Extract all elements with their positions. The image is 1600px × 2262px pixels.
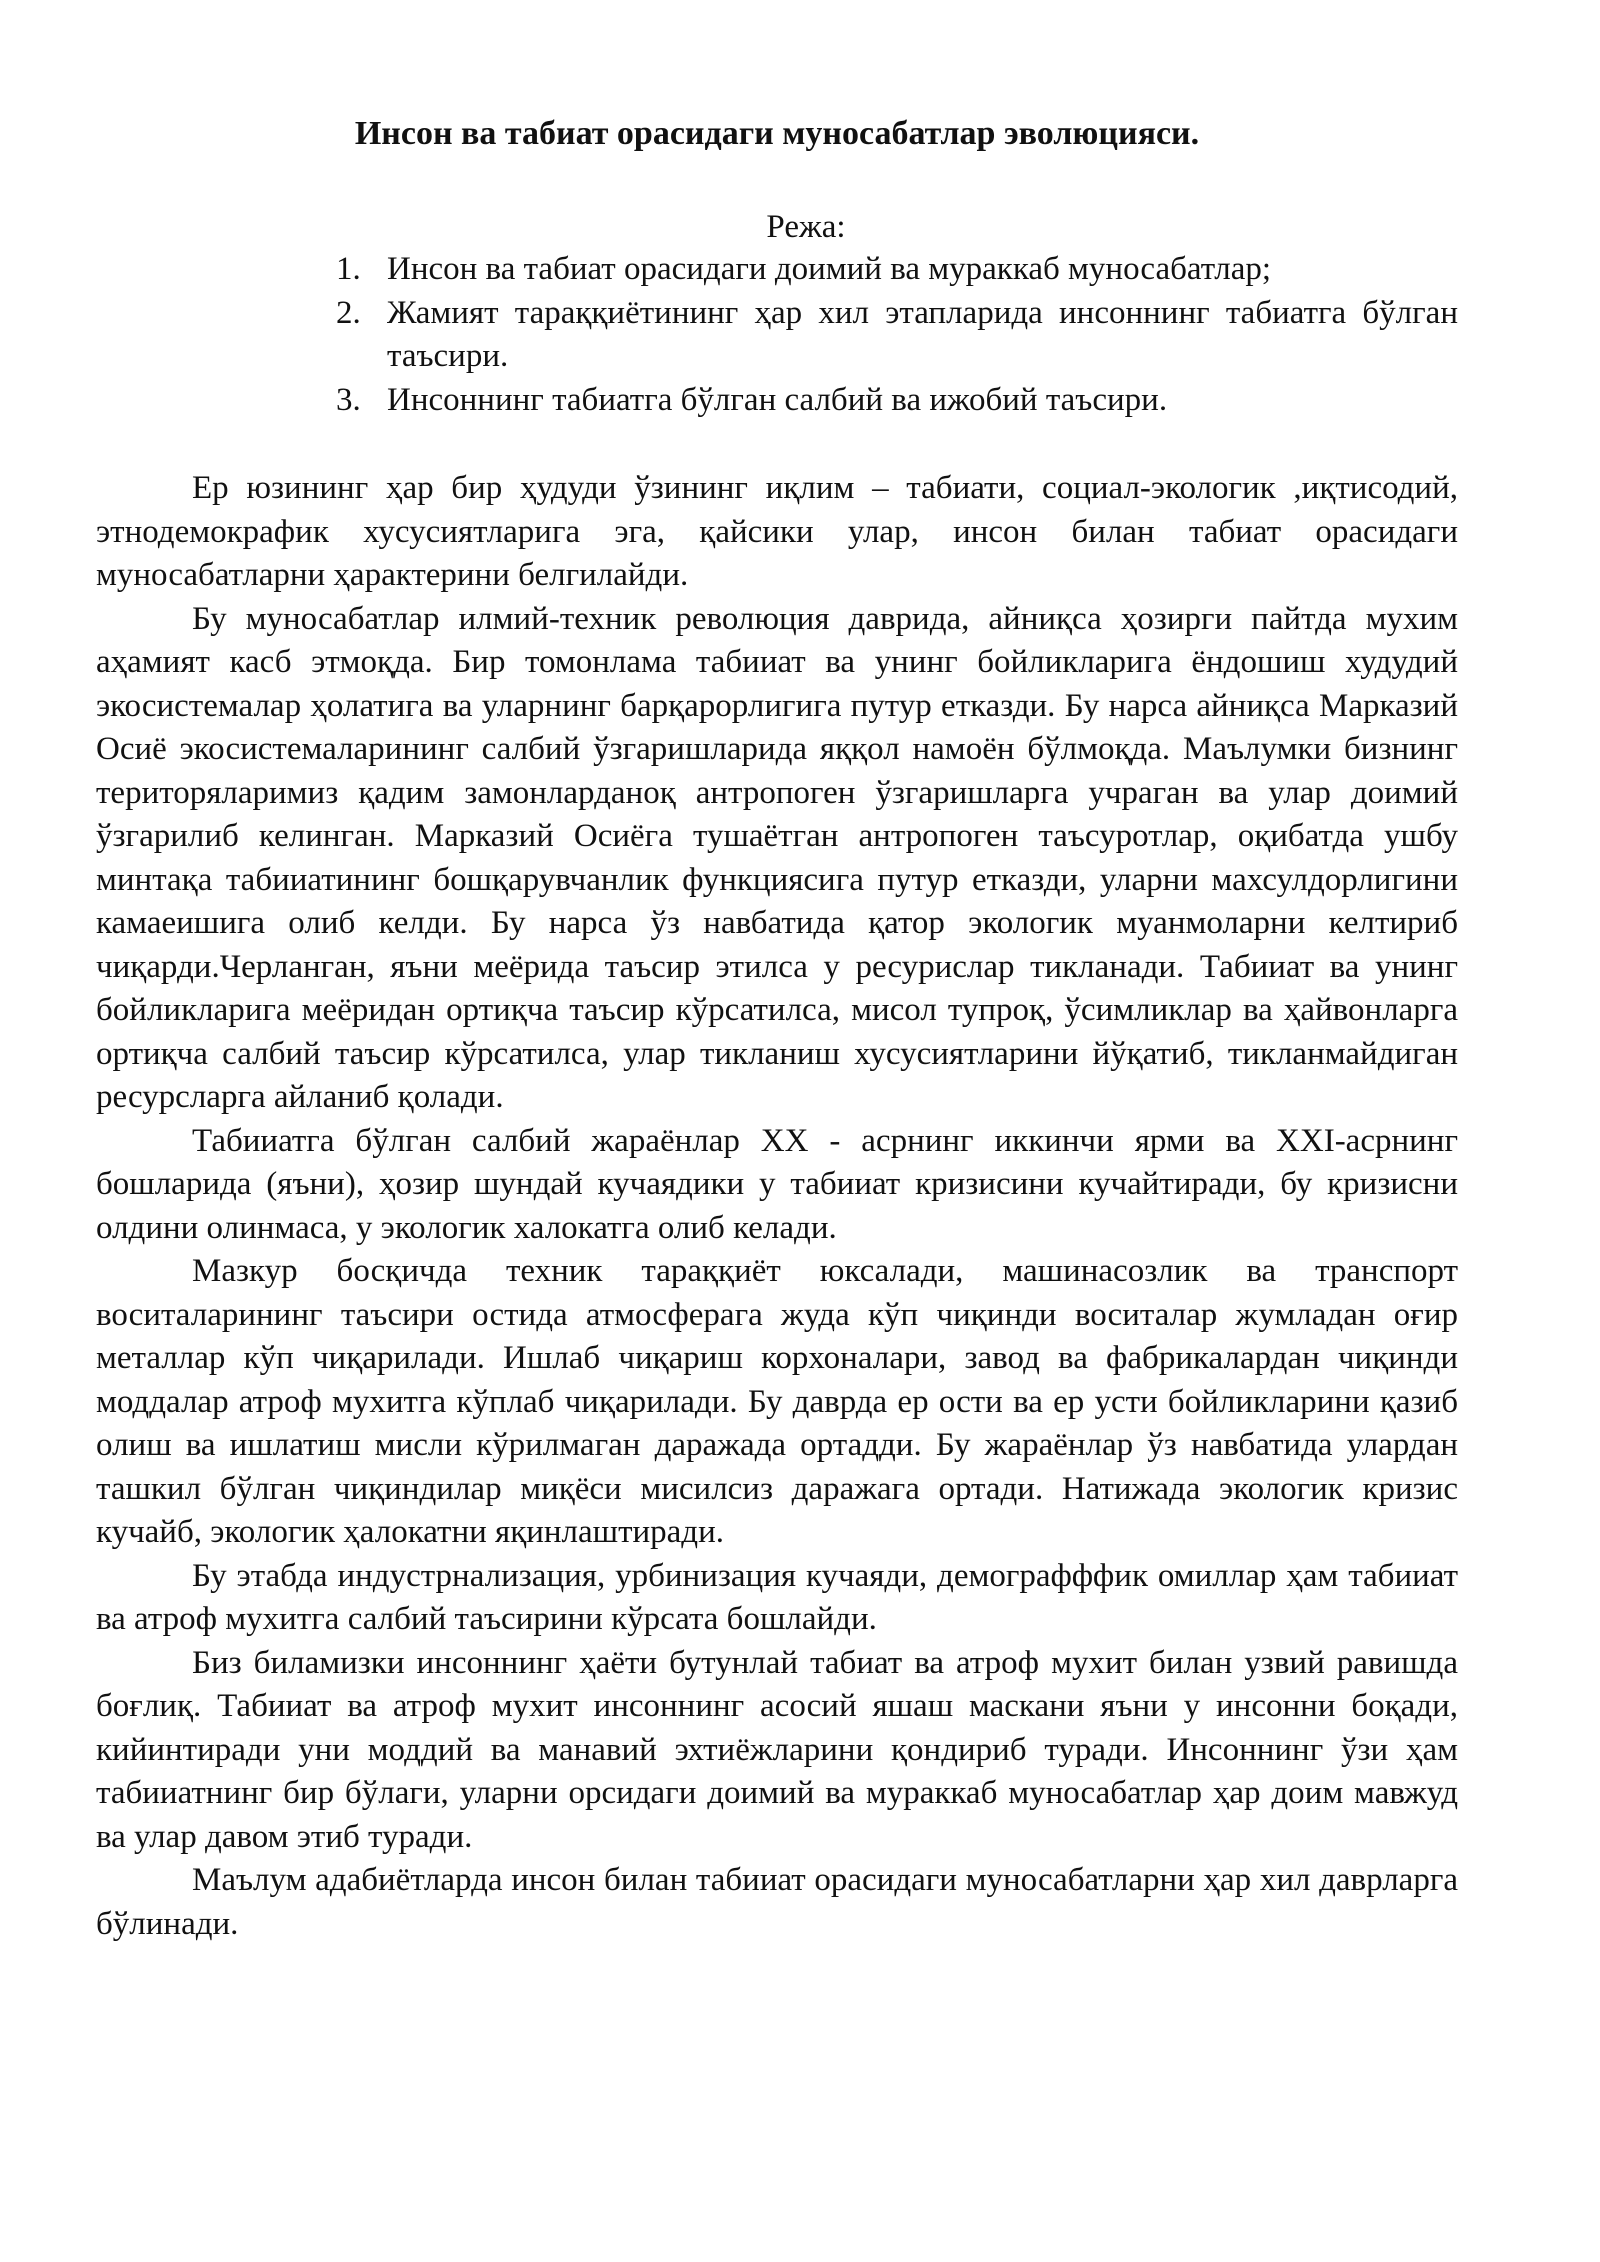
plan-item: [336, 292, 1458, 379]
body-paragraph: Бу этабда индустрнализация, урбинизация кучаяди, демографффик омиллар ҳам табииат ва атроф мухитга салбий таъсирини кўрсата бошлайди.: [96, 1557, 1458, 1637]
body-paragraph: Мазкур босқичда техник тараққиёт юксалади, машинасозлик ва транспорт воситаларининг таъсири остида атмосферага жуда кўп чиқинди воситалар жумладан оғир металлар кўп чиқарилади. Ишлаб чиқариш корхоналари, завод ва фабрикалардан чиқинди моддалар атроф мухитга кўплаб чиқарилади. Бу даврда ер ости ва ер усти бойликларини қазиб олиш ва ишлатиш мисли кўрилмаган даражада ортадди. Бу жараёнлар ўз навбатида улардан ташкил бўлган чиқиндилар миқёси мисилсиз даражага ортади. Натижада экологик кризис кучайб, экологик ҳалокатни яқинлаштиради.: [96, 1253, 1458, 1550]
body-paragraph: Маълум адабиётларда инсон билан табииат орасидаги муносабатларни ҳар хил даврларга бўлинади.: [96, 1862, 1458, 1942]
plan-item-number: 1.: [336, 251, 361, 287]
document-body: [96, 467, 1458, 1946]
body-paragraph: Биз биламизки инсоннинг ҳаёти бутунлай табиат ва атроф мухит билан узвий равишда боғлиқ. Табииат ва атроф мухит инсоннинг асосий яшаш маскани яъни у инсонни боқади, кийинтиради уни моддий ва манавий эхтиёжларини қондириб туради. Инсоннинг ўзи ҳам табииатнинг бир бўлаги, уларни орсидаги доимий ва мураккаб муносабатлар ҳар доим мавжуд ва улар давом этиб туради.: [96, 1644, 1458, 1855]
plan-item-text: Жамият тараққиётининг ҳар хил этапларида инсоннинг табиатга бўлган таъсири.: [387, 294, 1458, 374]
plan-list: [96, 248, 1458, 422]
plan-item-number: 2.: [336, 294, 361, 331]
body-paragraph: Ер юзининг ҳар бир ҳудуди ўзининг иқлим – табиати, социал-экологик ,иқтисодий, этнодемокрафик хусусиятларига эга, қайсики улар, инсон билан табиат орасидаги муносабатларни ҳарактерини белгилайди.: [96, 470, 1458, 593]
document-title: Инсон ва табиат орасидаги муносабатлар эволюцияси.: [354, 115, 1200, 152]
plan-item-text: Инсоннинг табиатга бўлган салбий ва ижобий таъсири.: [387, 381, 1168, 418]
body-paragraph: Табииатга бўлган салбий жараёнлар XX - асрнинг иккинчи ярми ва XXI-асрнинг бошларида (яъни), ҳозир шундай кучаядики у табииат кризисини кучайтиради, бу кризисни олдини олинмаса, у экологик халокатга олиб келади.: [96, 1122, 1458, 1246]
plan-item-text: Инсон ва табиат орасидаги доимий ва мураккаб муносабатлар;: [387, 251, 1272, 287]
plan-item: [336, 248, 1458, 292]
plan-heading: Режа:: [766, 209, 846, 245]
body-paragraph: Бу муносабатлар илмий-техник революция даврида, айниқса ҳозирги пайтда мухим аҳамият касб этмоқда. Бир томонлама табииат ва унинг бойликларига ёндошиш худудий экосистемалар ҳолатига ва уларнинг барқарорлигига путур етказди. Бу нарса айниқса Марказий Осиё экосистемаларининг салбий ўзгаришларида яққол намоён бўлмоқда. Маълумки бизнинг територяларимиз қадим замонларданоқ антропоген ўзгаришларга учраган ва улар доимий ўзгарилиб келинган. Марказий Осиёга тушаётган антропоген таъсуротлар, оқибатда ушбу минтақа табииатининг бошқарувчанлик функциясига путур етказди, уларни махсулдорлигини камаеишига олиб келди. Бу нарса ўз навбатида қатор экологик муанмоларни келтириб чиқарди.Черланган, яъни меёрида таъсир этилса у ресурислар тикланади. Табииат ва унинг бойликларига меёридан ортиқча таъсир кўрсатилса, мисол тупроқ, ўсимликлар ва ҳайвонларга ортиқча салбий таъсир кўрсатилса, улар тикланиш хусусиятларини йўқатиб, тикланмайдиган ресурсларга айланиб қолади.: [96, 600, 1458, 1115]
document-page: [96, 112, 1458, 1946]
plan-item-number: 3.: [336, 381, 361, 418]
plan-item: [336, 379, 1458, 423]
